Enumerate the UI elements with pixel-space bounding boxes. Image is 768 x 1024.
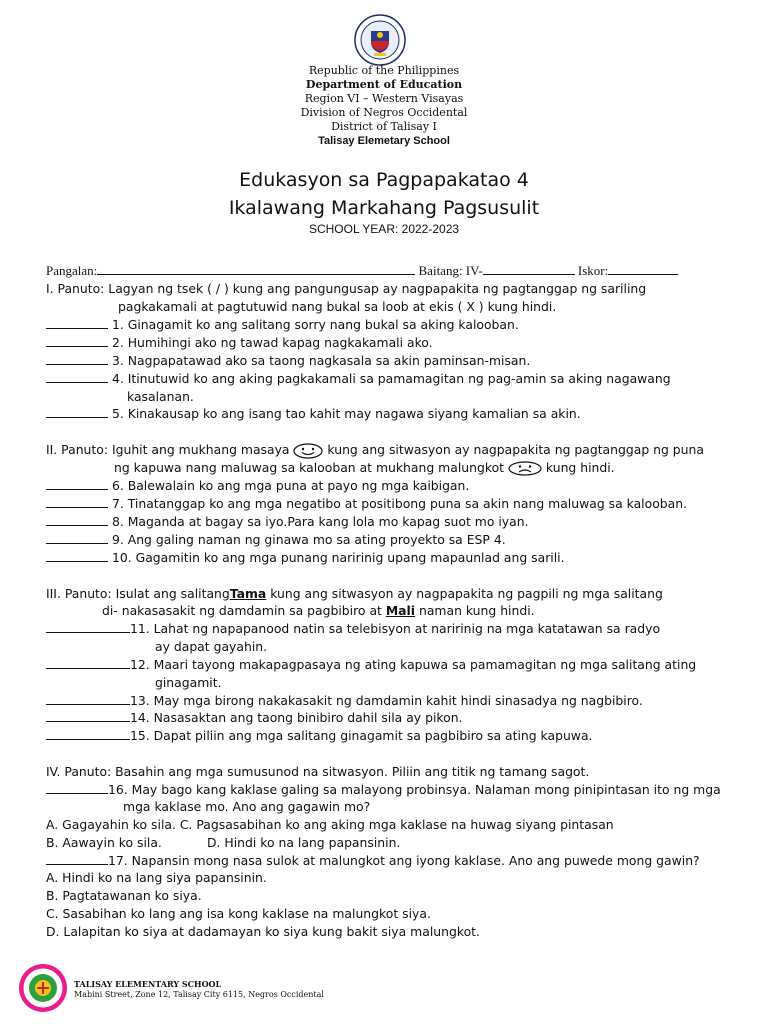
deped-seal-icon	[354, 14, 406, 66]
list-item: 9. Ang galing naman ng ginawa mo sa ating proyekto sa ESP 4.	[46, 531, 506, 548]
answer-blank[interactable]	[46, 620, 130, 633]
answer-blank[interactable]	[46, 334, 108, 347]
score-field[interactable]	[608, 262, 678, 275]
district-line: District of Talisay I	[331, 120, 437, 133]
region-line: Region VI – Western Visayas	[304, 92, 464, 105]
list-item: 10. Gagamitin ko ang mga punang naririnig upang mapaunlad ang sarili.	[46, 549, 565, 566]
answer-blank[interactable]	[46, 852, 108, 865]
list-item: 1. Ginagamit ko ang salitang sorry nang bukal sa aking kalooban.	[46, 316, 519, 333]
q16-option-b: B. Aawayin ko sila.	[46, 835, 162, 850]
list-item: 14. Nasasaktan ang taong binibiro dahil sila ay pikon.	[46, 709, 463, 726]
item4-continuation: kasalanan.	[127, 389, 194, 404]
answer-blank[interactable]	[46, 709, 130, 722]
grade-label: Baitang: IV-	[418, 263, 483, 278]
answer-blank[interactable]	[46, 727, 130, 740]
answer-blank[interactable]	[46, 531, 108, 544]
list-item: 15. Dapat piliin ang mga salitang ginagamit sa pagbibiro sa ating kapuwa.	[46, 727, 592, 744]
name-field[interactable]	[97, 262, 415, 275]
info-row	[46, 262, 678, 279]
list-item: 12. Maari tayong makapagpasaya ng ating kapuwa sa pamamagitan ng mga salitang ating	[46, 656, 696, 673]
answer-blank[interactable]	[46, 495, 108, 508]
list-item: 2. Humihingi ako ng tawad kapag nagkakamali ako.	[46, 334, 433, 351]
department-line: Department of Education	[305, 78, 463, 91]
item12-continuation: ginagamit.	[155, 675, 222, 690]
school-year: SCHOOL YEAR: 2022-2023	[308, 222, 460, 236]
part2-instruction-cont: ng kapuwa nang maluwag sa kalooban at mukhang malungkot kung hindi.	[114, 460, 615, 475]
smiley-face-icon	[293, 443, 323, 459]
q17-option: D. Lalapitan ko siya at dadamayan ko siya kung bakit siya malungkot.	[46, 924, 480, 939]
answer-blank[interactable]	[46, 656, 130, 669]
score-label: Iskor:	[577, 263, 609, 278]
q17-option: B. Pagtatawanan ko siya.	[46, 888, 202, 903]
question-17: 17. Napansin mong nasa sulok at malungkot ang iyong kaklase. Ano ang puwede mong gawin?	[46, 852, 700, 869]
q17-option: A. Hindi ko na lang siya papansinin.	[46, 870, 267, 885]
list-item: 7. Tinatanggap ko ang mga negatibo at positibong puna sa akin nang maluwag sa kalooban.	[46, 495, 687, 512]
part1-instruction-cont: pagkakamali at pagtutuwid nang bukal sa loob at ekis ( X ) kung hindi.	[118, 299, 557, 314]
question-16-cont: mga kaklase mo. Ano ang gagawin mo?	[123, 799, 371, 814]
school-line: Talisay Elemetary School	[318, 135, 450, 147]
school-logo-icon	[18, 963, 68, 1013]
part2-instruction: II. Panuto: Iguhit ang mukhang masaya kung ang sitwasyon ay nagpapakita ng pagtanggap ng puna	[46, 442, 704, 457]
tama-keyword: Tama	[229, 586, 267, 601]
list-item: 13. May mga birong nakakasakit ng damdamin kahit hindi sinasadya ng nagbibiro.	[46, 692, 643, 709]
republic-line: Republic of the Philippines	[308, 64, 460, 77]
answer-blank[interactable]	[46, 352, 108, 365]
answer-blank[interactable]	[46, 513, 108, 526]
part3-instruction-cont: di- nakasasakit ng damdamin sa pagbibiro at Mali naman kung hindi.	[102, 603, 535, 618]
item11-continuation: ay dapat gayahin.	[155, 639, 268, 654]
answer-blank[interactable]	[46, 405, 108, 418]
list-item: 11. Lahat ng napapanood natin sa telebisyon at naririnig na mga katatawan sa radyo	[46, 620, 660, 637]
division-line: Division of Negros Occidental	[300, 106, 468, 119]
sad-face-icon	[508, 461, 542, 476]
name-label: Pangalan:	[46, 263, 98, 278]
answer-blank[interactable]	[46, 477, 108, 490]
grade-field[interactable]	[483, 262, 575, 275]
answer-blank[interactable]	[46, 549, 108, 562]
part3-instruction: III. Panuto: Isulat ang salitangTama kung ang sitwasyon ay nagpapakita ng pagpili ng mga salitang	[46, 586, 663, 601]
answer-blank[interactable]	[46, 781, 108, 794]
list-item: 3. Nagpapatawad ako sa taong nagkasala sa akin paminsan-misan.	[46, 352, 530, 369]
q16-options-row1: A. Gagayahin ko sila. C. Pagsasabihan ko ang aking mga kaklase na huwag siyang pintasan	[46, 817, 614, 832]
footer-address: Mabini Street, Zone 12, Talisay City 6115, Negros Occidental	[74, 990, 324, 999]
q17-option: C. Sasabihan ko lang ang isa kong kaklase na malungkot siya.	[46, 906, 431, 921]
mali-keyword: Mali	[385, 603, 416, 618]
part4-instruction: IV. Panuto: Basahin ang mga sumusunod na sitwasyon. Piliin ang titik ng tamang sagot.	[46, 764, 590, 779]
answer-blank[interactable]	[46, 370, 108, 383]
part1-instruction: I. Panuto: Lagyan ng tsek ( / ) kung ang pangungusap ay nagpapakita ng pagtanggap ng sariling	[46, 281, 647, 296]
answer-blank[interactable]	[46, 316, 108, 329]
footer-school-name: TALISAY ELEMENTARY SCHOOL	[74, 979, 222, 989]
exam-title: Ikalawang Markahang Pagsusulit	[228, 197, 540, 219]
q16-option-d: D. Hindi ko na lang papansinin.	[207, 835, 401, 850]
list-item: 8. Maganda at bagay sa iyo.Para kang lola mo kapag suot mo iyan.	[46, 513, 529, 530]
list-item: 5. Kinakausap ko ang isang tao kahit may nagawa siyang kamalian sa akin.	[46, 405, 581, 422]
answer-blank[interactable]	[46, 692, 130, 705]
list-item: 6. Balewalain ko ang mga puna at payo ng mga kaibigan.	[46, 477, 469, 494]
question-16: 16. May bago kang kaklase galing sa malayong probinsya. Nalaman mong pinipintasan ito ng mga	[46, 781, 721, 798]
list-item: 4. Itinutuwid ko ang aking pagkakamali sa pamamagitan ng pag-amin sa aking nagawang	[46, 370, 671, 387]
subject-title: Edukasyon sa Pagpapakatao 4	[239, 169, 529, 191]
